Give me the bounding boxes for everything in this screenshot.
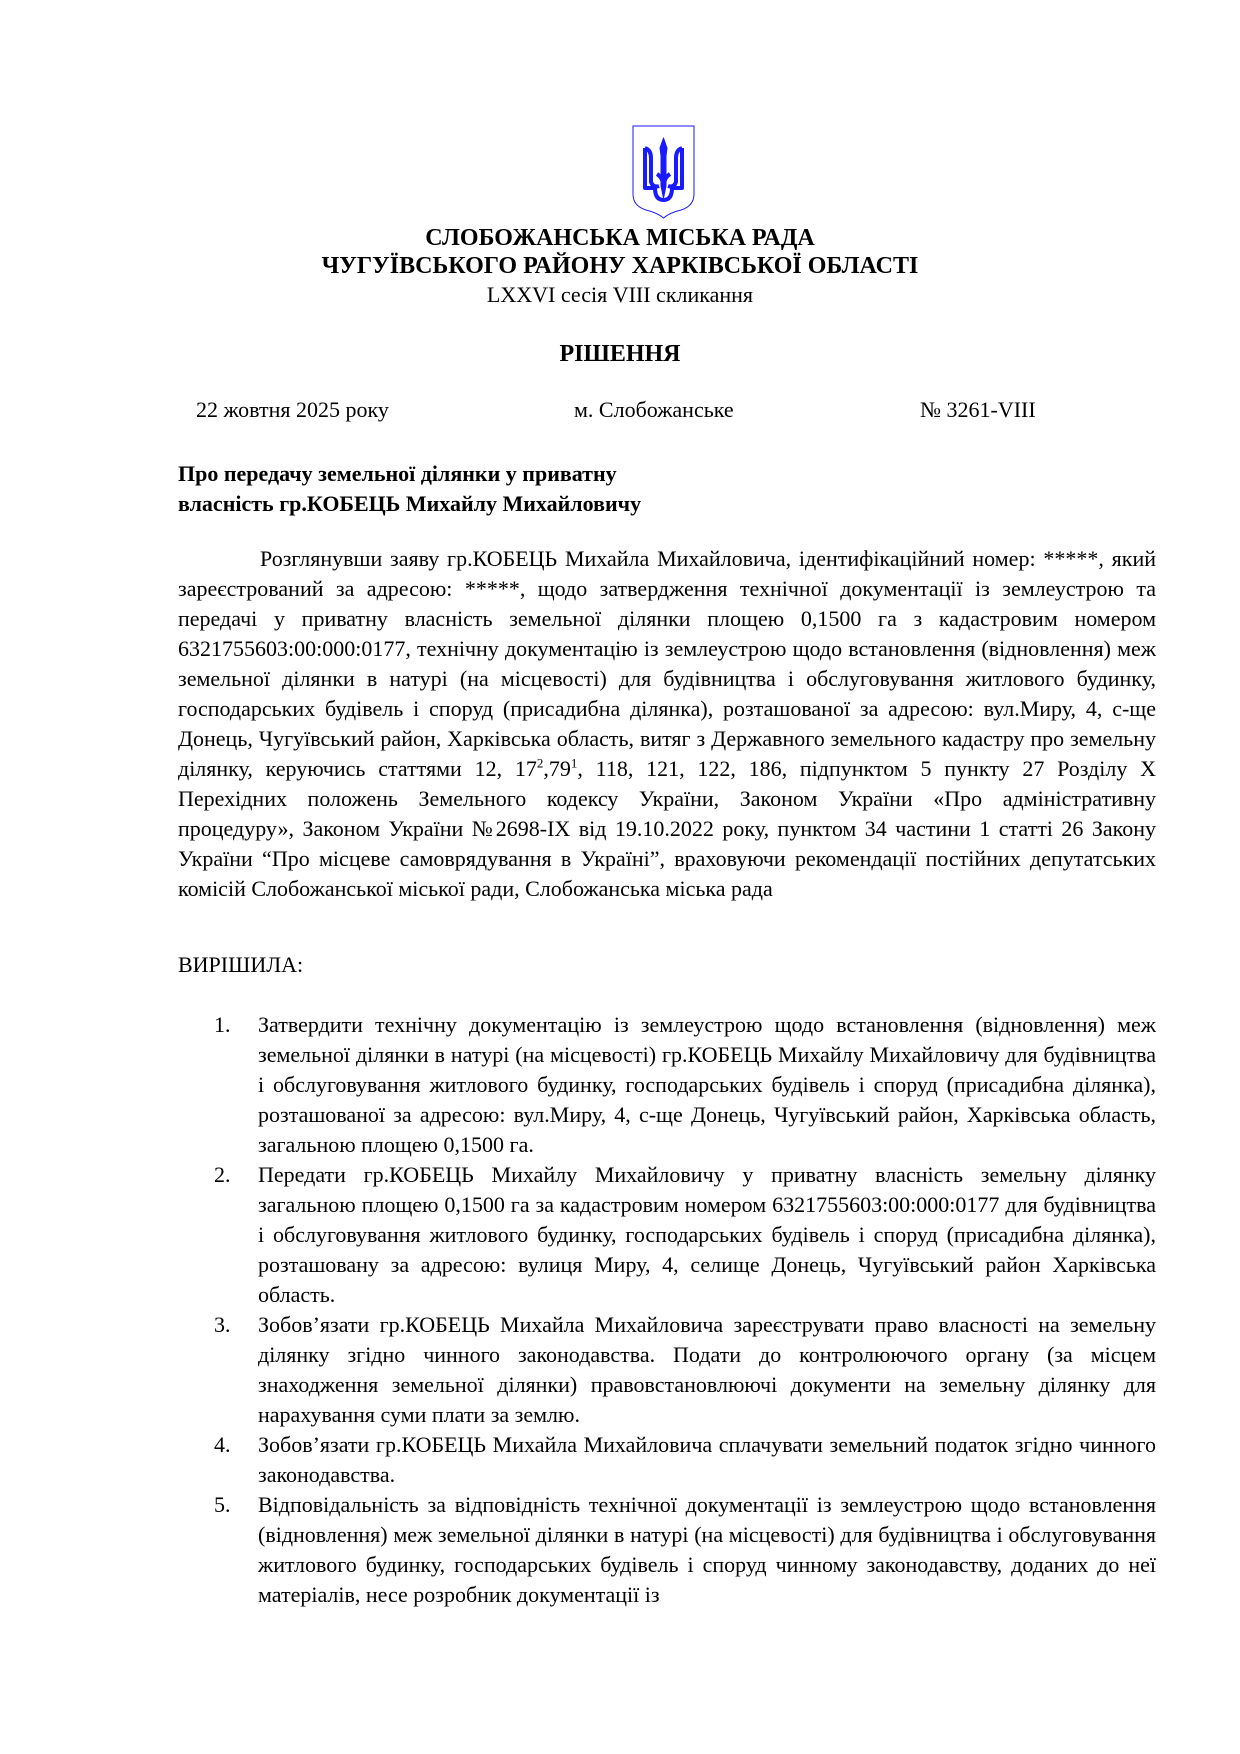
subject-line-1: Про передачу земельної ділянки у приватну: [178, 461, 617, 486]
decision-list: [178, 1010, 1156, 1610]
council-region: ЧУГУЇВСЬКОГО РАЙОНУ ХАРКІВСЬКОЇ ОБЛАСТІ: [321, 253, 919, 279]
decision-item: [178, 1310, 1156, 1430]
item-number: 5.: [214, 1492, 231, 1517]
item-number: 2.: [214, 1162, 231, 1187]
preamble-text-3: , 118, 121, 122, 186, підпунктом 5 пункту 27 Розділу Х Перехідних положень Земельного кодексу України, Законом України «Про адміністративну процедуру», Законом України №2698-IX від 19.10.2022 року, пунктом 34 частини 1 статті 26 Закону України “Про місцеве самоврядування в Україні”, враховуючи рекомендації постійних депутатських комісій Слобожанської міської ради, Слобожанська міська рада: [178, 756, 1156, 901]
preamble-text-2: ,79: [543, 756, 571, 781]
resolved-label: ВИРІШИЛА:: [178, 952, 304, 977]
decision-item: [178, 1430, 1156, 1490]
ukraine-coat-of-arms-icon: [631, 124, 696, 220]
decision-item: [178, 1160, 1156, 1310]
decision-item: [178, 1010, 1156, 1160]
item-text: Затвердити технічну документацію із землеустрою щодо встановлення (відновлення) меж земельної ділянки в натурі (на місцевості) гр.КОБЕЦЬ Михайлу Михайловичу для будівництва і обслуговування житлового будинку, господарських будівель і споруд (присадибна ділянка), розташованої за адресою: вул.Миру, 4, с-ще Донець, Чугуївський район, Харківська область, загальною площею 0,1500 га.: [258, 1012, 1156, 1157]
council-name: СЛОБОЖАНСЬКА МІСЬКА РАДА: [425, 225, 815, 251]
item-text: Зобов’язати гр.КОБЕЦЬ Михайла Михайловича сплачувати земельний податок згідно чинного законодавства.: [258, 1432, 1156, 1487]
superscript: 2: [536, 755, 544, 771]
superscript: 1: [570, 755, 578, 771]
decision-number: № 3261-VIII: [920, 397, 1036, 422]
item-number: 1.: [214, 1012, 231, 1037]
item-number: 3.: [214, 1312, 231, 1337]
document-type-title: РІШЕННЯ: [559, 341, 681, 367]
item-text: Зобов’язати гр.КОБЕЦЬ Михайла Михайловича зареєструвати право власності на земельну ділянку згідно чинного законодавства. Подати до контролюючого органу (за місцем знаходження земельної ділянки) правовстановлюючі документи на земельну ділянку для нарахування суми плати за землю.: [258, 1312, 1156, 1427]
decision-subject: [178, 459, 641, 519]
subject-line-2: власність гр.КОБЕЦЬ Михайлу Михайловичу: [178, 491, 642, 516]
decision-place: м. Слобожанське: [574, 397, 734, 422]
item-number: 4.: [214, 1432, 231, 1457]
preamble-text-1: Розглянувши заяву гр.КОБЕЦЬ Михайла Михайловича, ідентифікаційний номер: *****, який зареєстрований за адресою: *****, щодо затвердження технічної документації із землеустрою та передачі у приватну власність земельної ділянки площею 0,1500 га з кадастровим номером 6321755603:00:000:0177, технічну документацію із землеустрою щодо встановлення (відновлення) меж земельної ділянки в натурі (на місцевості) для будівництва і обслуговування житлового будинку, господарських будівель і споруд (присадибна ділянка), розташованої за адресою: вул.Миру, 4, с-ще Донець, Чугуївський район, Харківська область, витяг з Державного земельного кадастру про земельну ділянку, керуючись статтями 12, 17: [178, 546, 1156, 781]
decision-date: 22 жовтня 2025 року: [196, 397, 389, 422]
item-text: Відповідальність за відповідність технічної документації із землеустрою щодо встановлення (відновлення) меж земельної ділянки в натурі (на місцевості) для будівництва і обслуговування житлового будинку, господарських будівель і споруд чинному законодавству, доданих до неї матеріалів, несе розробник документації із: [258, 1492, 1156, 1607]
item-text: Передати гр.КОБЕЦЬ Михайлу Михайловичу у приватну власність земельну ділянку загальною площею 0,1500 га за кадастровим номером 6321755603:00:000:0177 для будівництва і обслуговування житлового будинку, господарських будівель і споруд (присадибна ділянка), розташовану за адресою: вулиця Миру, 4, селище Донець, Чугуївський район Харківська область.: [258, 1162, 1156, 1307]
preamble-paragraph: [178, 544, 1156, 904]
decision-item: [178, 1490, 1156, 1610]
session-info: LXXVI сесія VIII скликання: [486, 282, 754, 307]
